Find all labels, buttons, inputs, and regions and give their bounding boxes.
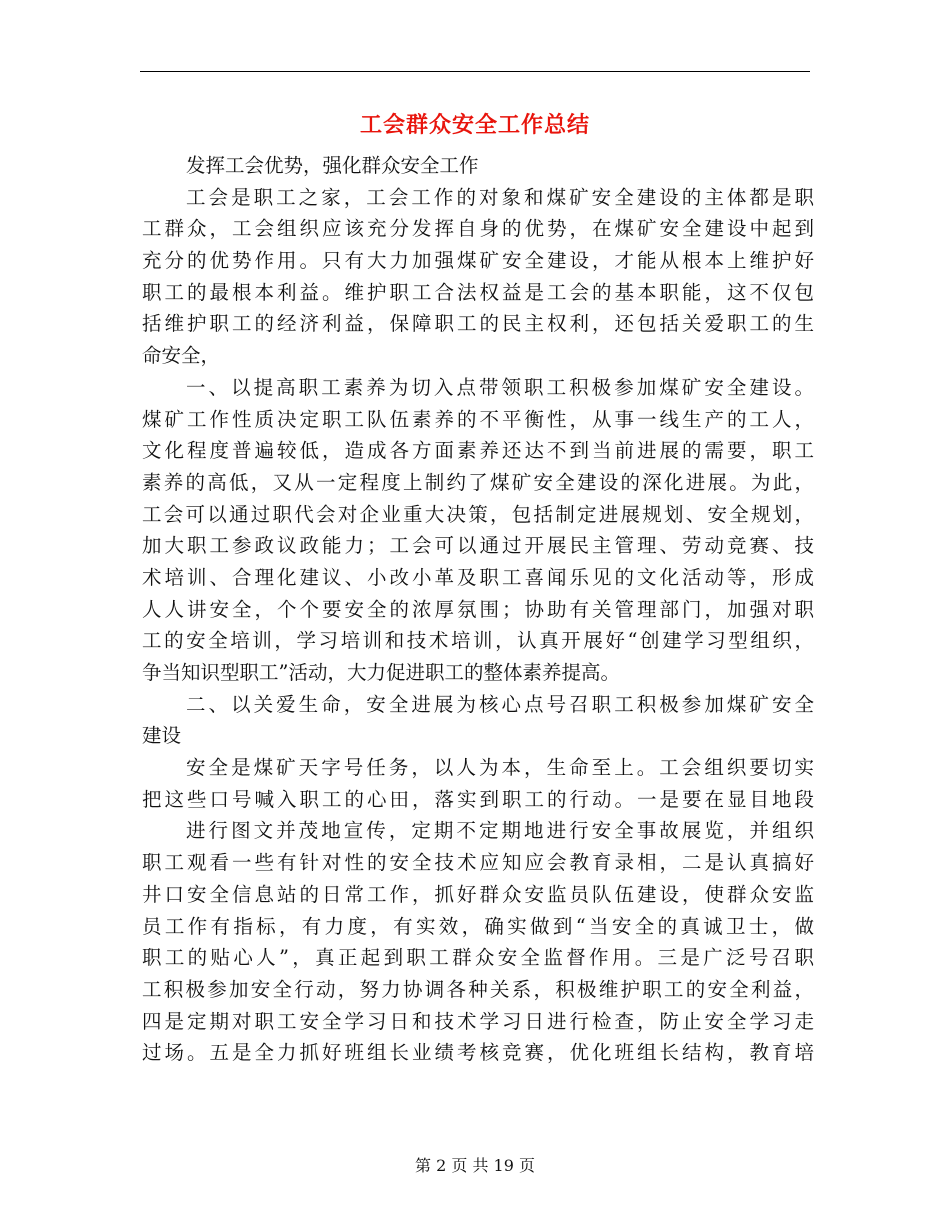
paragraph-line: 职工观看一些有针对性的安全技术应知应会教育录相，二是认真搞好 xyxy=(142,851,814,875)
paragraph-line: 把这些口号喊入职工的心田，落实到职工的行动。一是要在显目地段 xyxy=(142,787,814,811)
paragraph-line: 一、以提高职工素养为切入点带领职工积极参加煤矿安全建设。 xyxy=(186,375,814,399)
paragraph-line: 员工作有指标，有力度，有实效，确实做到“当安全的真诚卫士，做 xyxy=(142,914,814,938)
page-number: 第 2 页 共 19 页 xyxy=(415,1156,535,1175)
paragraph-line: 争当知识型职工”活动，大力促进职工的整体素养提高。 xyxy=(142,661,620,684)
paragraph-line: 工积极参加安全行动，努力协调各种关系，积极维护职工的安全利益， xyxy=(142,977,814,1001)
document-body xyxy=(142,150,814,1069)
paragraph-line: 职工的最根本利益。维护职工合法权益是工会的基本职能，这不仅包 xyxy=(142,280,814,304)
paragraph-line: 工群众，工会组织应该充分发挥自身的优势，在煤矿安全建设中起到 xyxy=(142,217,814,241)
paragraph-line: 进行图文并茂地宣传，定期不定期地进行安全事故展览，并组织 xyxy=(186,819,814,843)
paragraph-line: 四是定期对职工安全学习日和技术学习日进行检查，防止安全学习走 xyxy=(142,1009,814,1033)
paragraph-line: 人人讲安全，个个要安全的浓厚氛围；协助有关管理部门，加强对职 xyxy=(142,597,814,621)
paragraph-line: 工的安全培训，学习培训和技术培训，认真开展好“创建学习型组织， xyxy=(142,629,814,653)
paragraph-line: 煤矿工作性质决定职工队伍素养的不平衡性，从事一线生产的工人， xyxy=(142,407,814,431)
paragraph-line: 发挥工会优势，强化群众安全工作 xyxy=(186,154,479,177)
paragraph-line: 工会是职工之家，工会工作的对象和煤矿安全建设的主体都是职 xyxy=(186,185,814,209)
paragraph-line: 井口安全信息站的日常工作，抓好群众安监员队伍建设，使群众安监 xyxy=(142,882,814,906)
paragraph-line: 术培训、合理化建议、小改小革及职工喜闻乐见的文化活动等，形成 xyxy=(142,565,814,589)
paragraph-line: 括维护职工的经济利益，保障职工的民主权利，还包括关爱职工的生 xyxy=(142,312,814,336)
paragraph-line: 职工的贴心人”，真正起到职工群众安全监督作用。三是广泛号召职 xyxy=(142,946,814,970)
paragraph-line: 工会可以通过职代会对企业重大决策，包括制定进展规划、安全规划， xyxy=(142,502,814,526)
paragraph-line: 加大职工参政议政能力；工会可以通过开展民主管理、劳动竞赛、技 xyxy=(142,534,814,558)
header-rule xyxy=(140,71,810,72)
paragraph-line: 建设 xyxy=(142,724,182,748)
paragraph-line: 二、以关爱生命，安全进展为核心点号召职工积极参加煤矿安全 xyxy=(186,692,814,716)
paragraph-line: 文化程度普遍较低，造成各方面素养还达不到当前进展的需要，职工 xyxy=(142,439,814,463)
paragraph-line: 充分的优势作用。只有大力加强煤矿安全建设，才能从根本上维护好 xyxy=(142,249,814,273)
paragraph-line: 过场。五是全力抓好班组长业绩考核竞赛，优化班组长结构，教育培 xyxy=(142,1041,814,1065)
paragraph-line: 命安全， xyxy=(142,344,221,368)
paragraph-line: 安全是煤矿天字号任务，以人为本，生命至上。工会组织要切实 xyxy=(186,756,814,780)
document-title: 工会群众安全工作总结 xyxy=(359,113,590,138)
paragraph-line: 素养的高低，又从一定程度上制约了煤矿安全建设的深化进展。为此， xyxy=(142,470,814,494)
